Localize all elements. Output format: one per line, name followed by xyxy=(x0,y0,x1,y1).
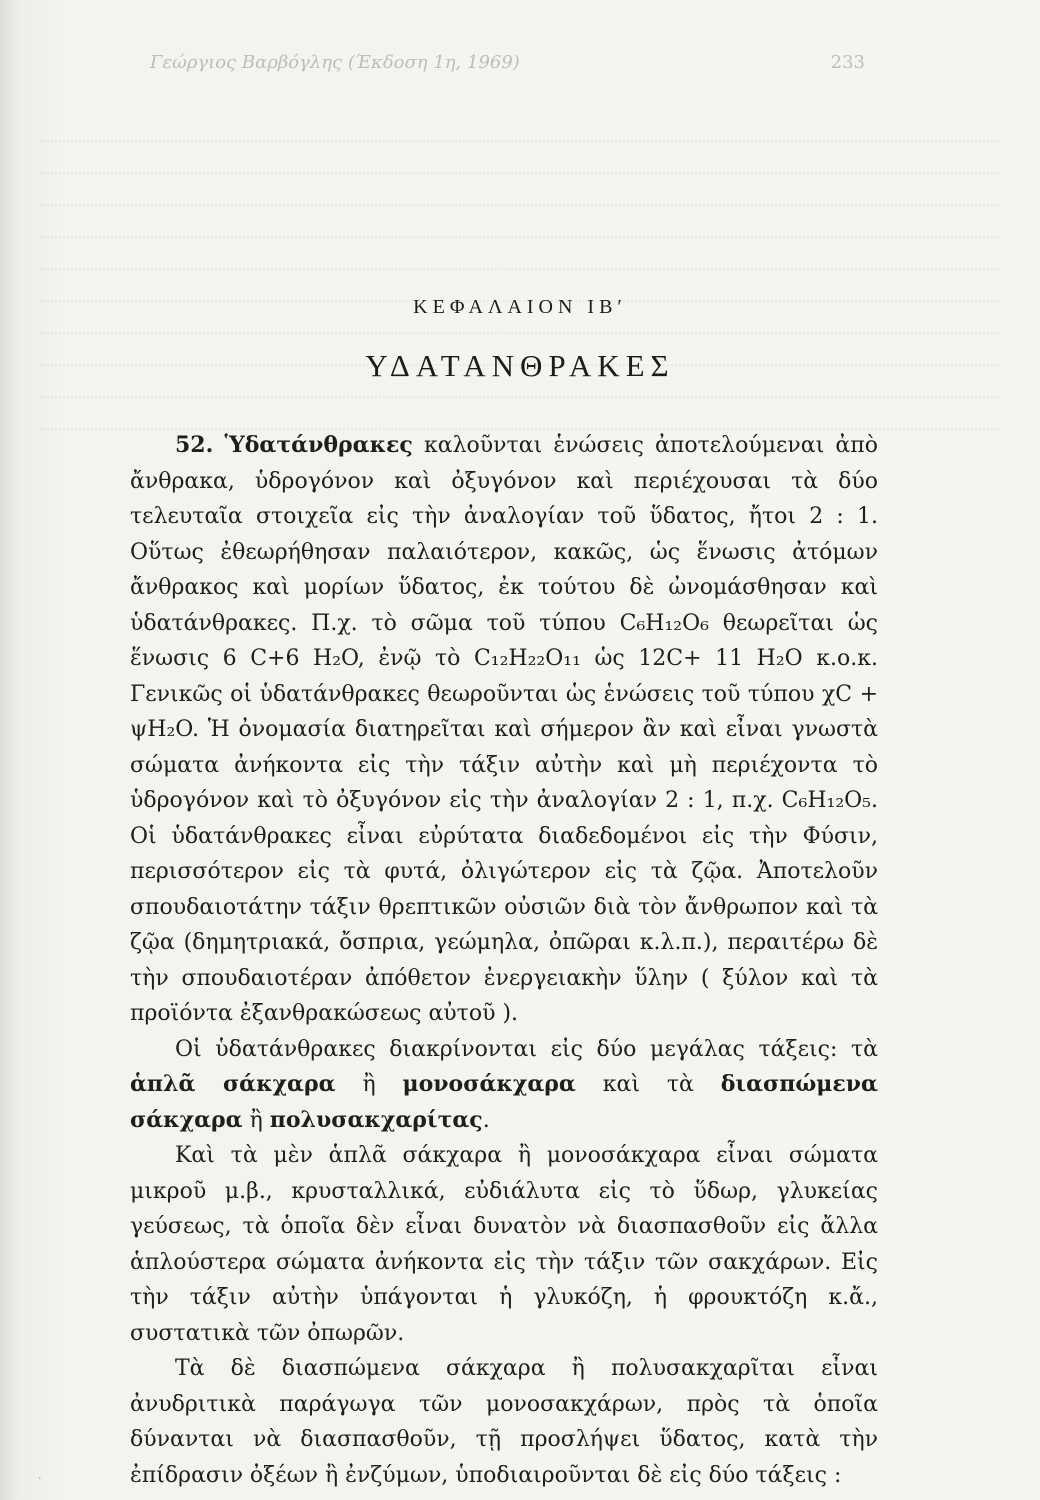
p2-text-i: . xyxy=(482,1107,490,1133)
chapter-label: ΚΕΦΑΛΑΙΟΝ ΙΒ′ xyxy=(413,296,627,318)
p2-text-a: Οἱ ὑδατάνθρακες διακρίνονται εἰς δύο μεγάλας τάξεις: τὰ xyxy=(175,1036,878,1062)
paragraph-52-text: καλοῦνται ἑνώσεις ἀποτελούμεναι ἀπὸ ἄνθρακα, ὑδρογόνον καὶ ὀξυγόνον καὶ περιέχουσαι τὰ δύο τελευταῖα στοιχεῖα εἰς τὴν ἀναλογίαν τοῦ ὕδατος, ἤτοι 2 : 1. Οὕτως ἐθεωρήθησαν παλαιότερον, κακῶς, ὡς ἕνωσις ἀτόμων ἄνθρακος καὶ μορίων ὕδατος, ἐκ τούτου δὲ ὠνομάσθησαν καὶ ὑδατάνθρακες. Π.χ. τὸ σῶμα τοῦ τύπου C₆H₁₂O₆ θεωρεῖται ὡς ἕνωσις 6 C+6 H₂O, ἐνῷ τὸ C₁₂H₂₂O₁₁ ὡς 12C+ 11 H₂O κ.ο.κ. Γενικῶς οἱ ὑδατάνθρακες θεωροῦνται ὡς ἑνώσεις τοῦ τύπου χC + ψH₂O. Ἡ ὀνομασία διατηρεῖται καὶ σήμερον ἂν καὶ εἶναι γνωστὰ σώματα ἀνήκοντα εἰς τὴν τάξιν αὐτὴν καὶ μὴ περιέχοντα τὸ ὑδρογόνον καὶ τὸ ὀξυγόνον εἰς τὴν ἀναλογίαν 2 : 1, π.χ. C₆H₁₂O₅. Οἱ ὑδατάνθρακες εἶναι εὐρύτατα διαδεδομένοι εἰς τὴν Φύσιν, περισσότερον εἰς τὰ φυτά, ὀλιγώτερον εἰς τὰ ζῷα. Ἀποτελοῦν σπουδαιοτάτην τάξιν θρεπτικῶν οὐσιῶν διὰ τὸν ἄνθρωπον καὶ τὰ ζῷα (δημητριακά, ὄσπρια, γεώμηλα, ὀπῶραι κ.λ.π.), περαιτέρω δὲ τὴν σπουδαιοτέραν ἀπόθετον ἐνεργειακὴν ὕλην ( ξύλον καὶ τὰ προϊόντα ἐξανθρακώσεως αὐτοῦ ). xyxy=(130,433,878,1026)
running-head: Γεώργιος Βαρβόγλης (Έκδοση 1η, 1969) xyxy=(150,52,520,73)
paragraph-52 xyxy=(130,428,878,1032)
paragraph-monosaccharides: Καὶ τὰ μὲν ἁπλᾶ σάκχαρα ἢ μονοσάκχαρα εἶναι σώματα μικροῦ μ.β., κρυσταλλικά, εὐδιάλυτα εἰς τὸ ὕδωρ, γλυκείας γεύσεως, τὰ ὁποῖα δὲν εἶναι δυνατὸν νὰ διασπασθοῦν εἰς ἄλλα ἁπλούστερα σώματα ἀνήκοντα εἰς τὴν τάξιν τῶν σακχάρων. Εἰς τὴν τάξιν αὐτὴν ὑπάγονται ἡ γλυκόζη, ἡ φρουκτόζη κ.ἄ., συστατικὰ τῶν ὀπωρῶν. xyxy=(130,1143,878,1346)
paragraph-classes xyxy=(130,1032,878,1139)
body-text xyxy=(130,428,878,1493)
section-number: 52. xyxy=(175,432,214,458)
term-cleavable-sugars: διασπώμενα σάκχαρα xyxy=(130,1071,878,1133)
term-polysaccharides: πολυσακχαρίτας xyxy=(269,1106,483,1133)
page-number: 233 xyxy=(830,52,865,73)
term-monosaccharides: μονοσάκχαρα xyxy=(402,1071,576,1097)
p2-text-c: ἢ xyxy=(335,1072,403,1097)
section-term: Ὑδατάνθρακες xyxy=(224,432,413,458)
term-simple-sugars: ἁπλᾶ σάκχαρα xyxy=(130,1071,336,1097)
paragraph-polysaccharides: Τὰ δὲ διασπώμενα σάκχαρα ἢ πολυσακχαρῖται εἶναι ἀνυδριτικὰ παράγωγα τῶν μονοσακχάρων, πρὸς τὰ ὁποῖα δύνανται νὰ διασπασθοῦν, τῇ προσλήψει ὕδατος, κατὰ τὴν ἐπίδρασιν ὀξέων ἢ ἐνζύμων, ὑποδιαιροῦνται δὲ εἰς δύο τάξεις : xyxy=(130,1356,878,1488)
p2-text-g: ἢ xyxy=(242,1107,270,1133)
p2-text-e: καὶ τὰ xyxy=(575,1072,721,1097)
chapter-title: ΥΔΑΤΑΝΘΡΑΚΕΣ xyxy=(365,348,675,383)
margin-mark: · xyxy=(38,1472,42,1485)
